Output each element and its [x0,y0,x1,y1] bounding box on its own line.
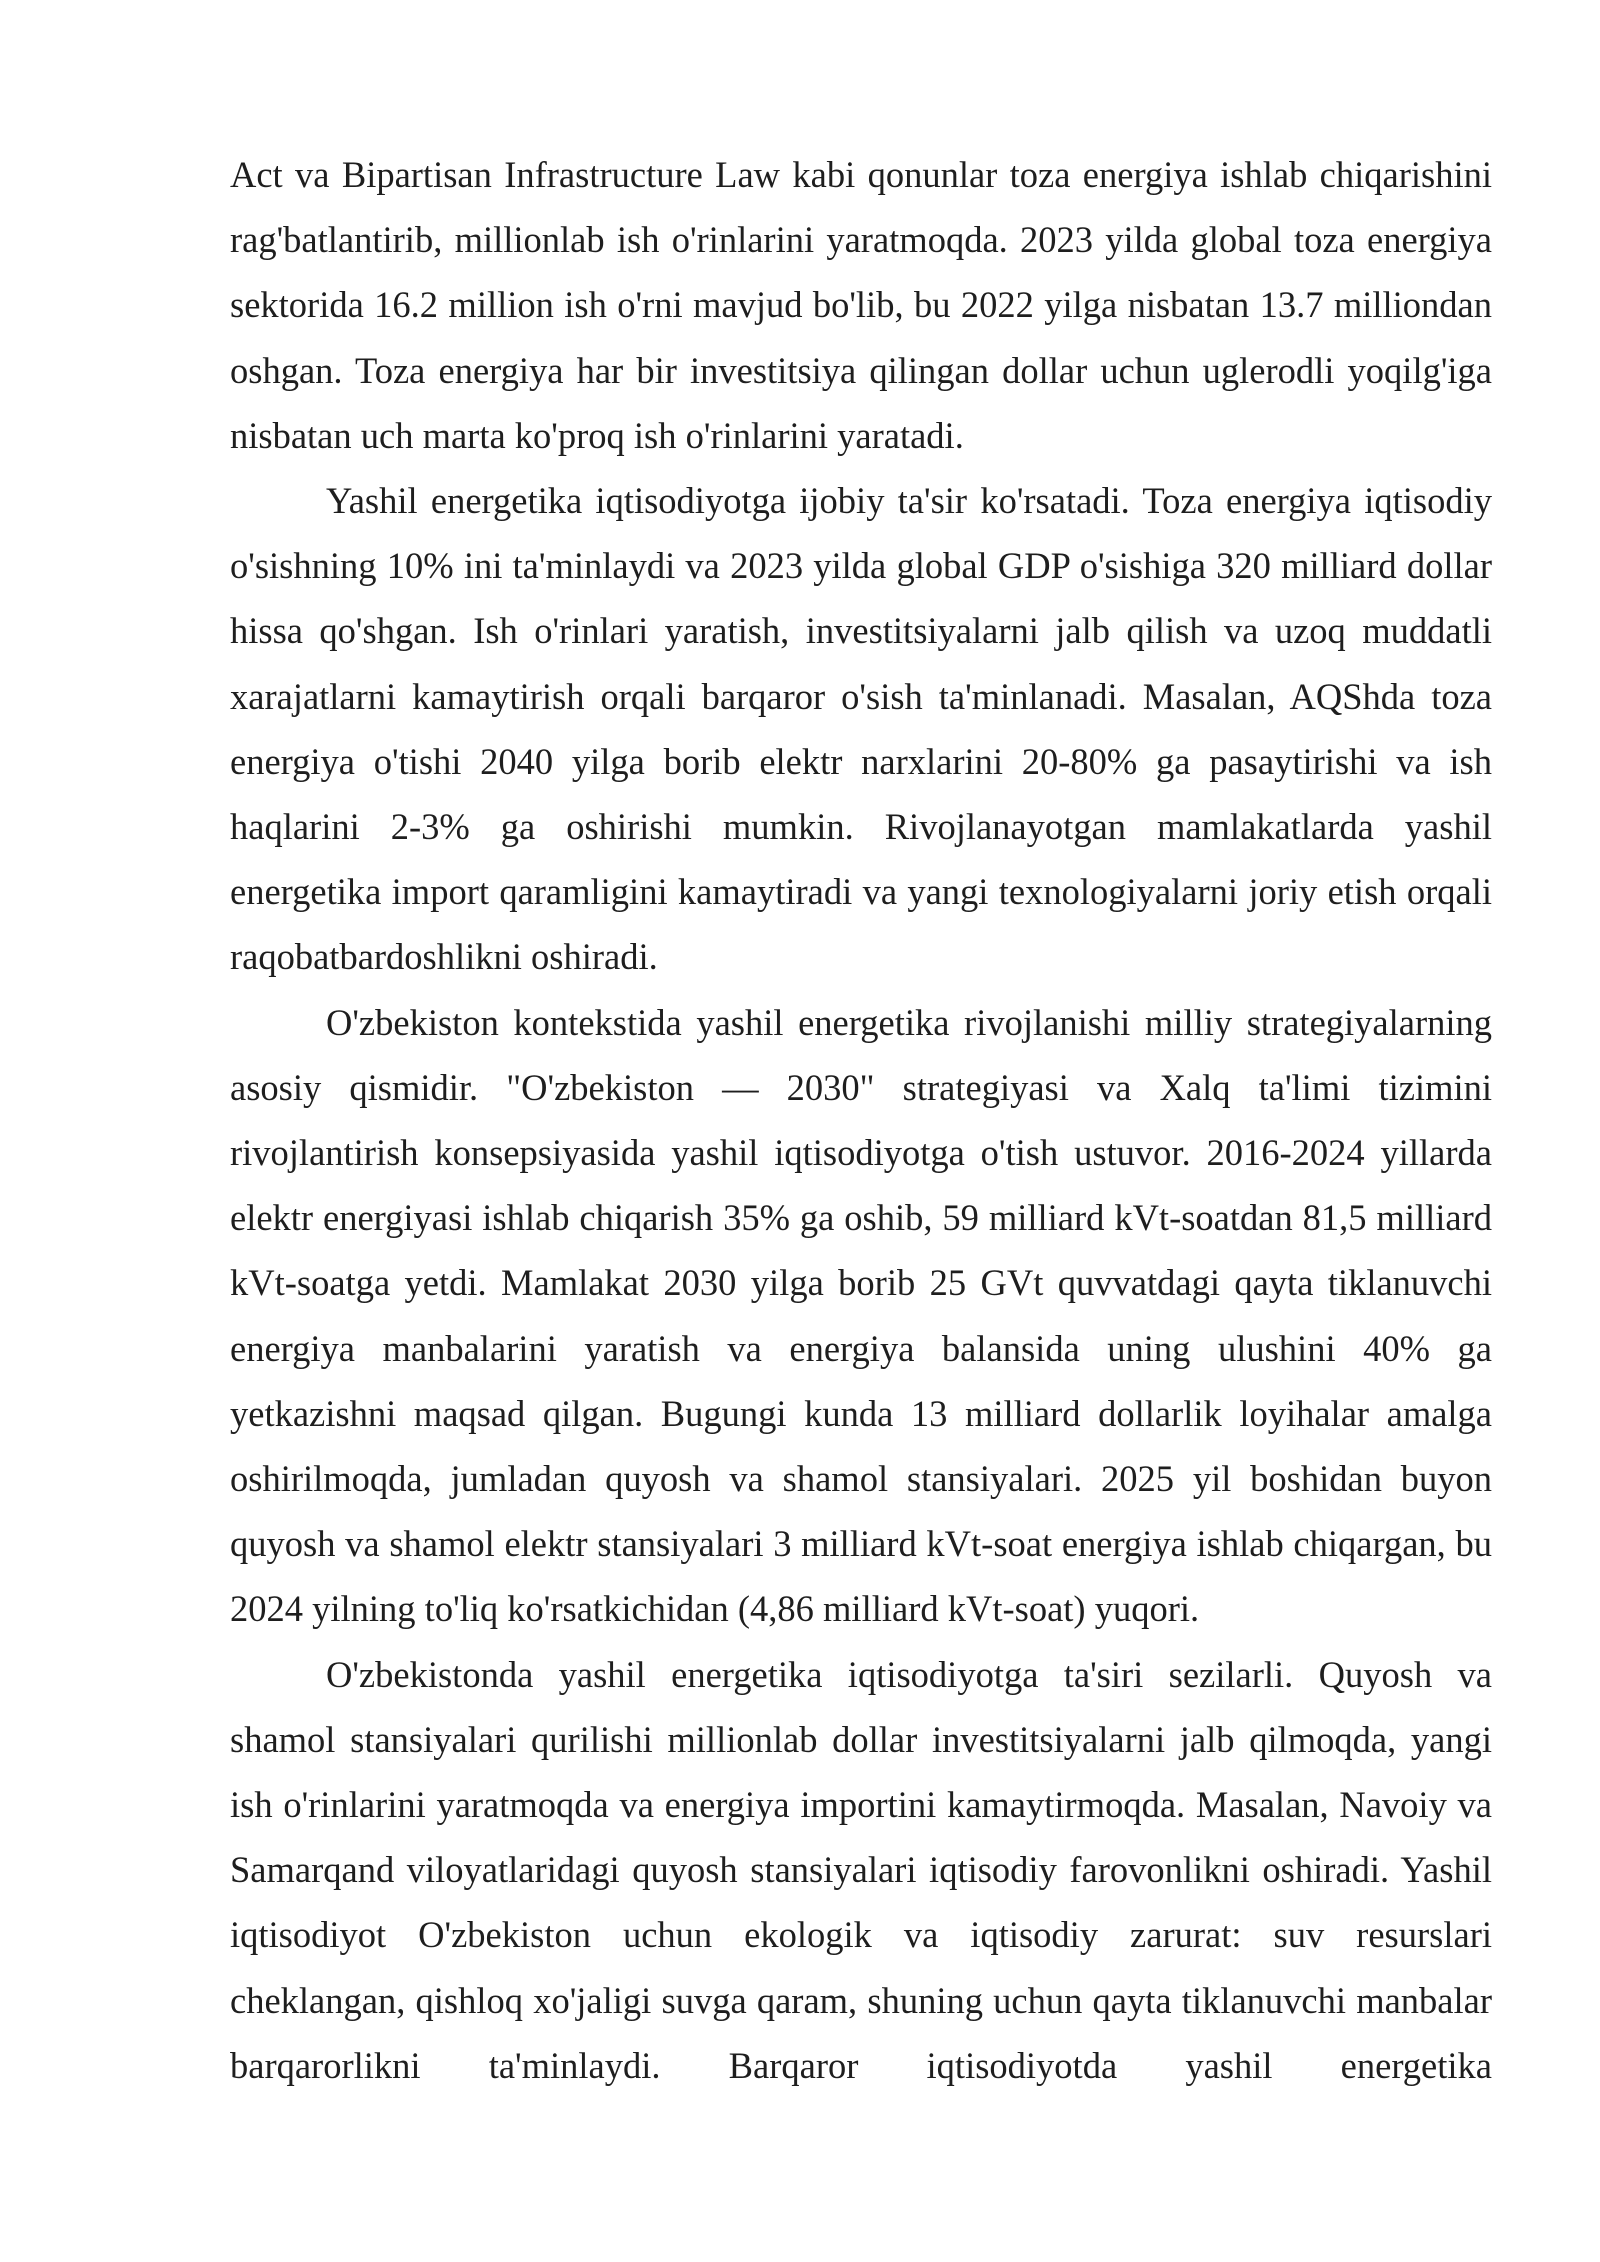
paragraph-uzbekistan-impact: O'zbekistonda yashil energetika iqtisodiyotga ta'siri sezilarli. Quyosh va shamol stansiyalari qurilishi millionlab dollar investitsiyalarni jalb qilmoqda, yangi ish o'rinlarini yaratmoqda va energiya importini kamaytirmoqda. Masalan, Navoiy va Samarqand viloyatlaridagi quyosh stansiyalari iqtisodiy farovonlikni oshiradi. Yashil iqtisodiyot O'zbekiston uchun ekologik va iqtisodiy zarurat: suv resurslari cheklangan, qishloq xo'jaligi suvga qaram, shuning uchun qayta tiklanuvchi manbalar barqarorlikni ta'minlaydi. Barqaror iqtisodiyotda yashil energetika [230,1653,1492,2086]
paragraph-uzbekistan-context: O'zbekiston kontekstida yashil energetika rivojlanishi milliy strategiyalarning asosiy qismidir. "O'zbekiston — 2030" strategiyasi va Xalq ta'limi tizimini rivojlantirish konsepsiyasida yashil iqtisodiyotga o'tish ustuvor. 2016-2024 yillarda elektr energiyasi ishlab chiqarish 35% ga oshib, 59 milliard kVt-soatdan 81,5 milliard kVt-soatga yetdi. Mamlakat 2030 yilga borib 25 GVt quvvatdagi qayta tiklanuvchi energiya manbalarini yaratish va energiya balansida uning ulushini 40% ga yetkazishni maqsad qilgan. Bugungi kunda 13 milliard dollarlik loyihalar amalga oshirilmoqda, jumladan quyosh va shamol stansiyalari. 2025 yil boshidan buyon quyosh va shamol elektr stansiyalari 3 milliard kVt-soat energiya ishlab chiqargan, bu 2024 yilning to'liq ko'rsatkichidan (4,86 milliard kVt-soat) yuqori. [230,1001,1492,1630]
paragraph-economic-impact: Yashil energetika iqtisodiyotga ijobiy ta'sir ko'rsatadi. Toza energiya iqtisodiy o'sishning 10% ini ta'minlaydi va 2023 yilda global GDP o'sishiga 320 milliard dollar hissa qo'shgan. Ish o'rinlari yaratish, investitsiyalarni jalb qilish va uzoq muddatli xarajatlarni kamaytirish orqali barqaror o'sish ta'minlanadi. Masalan, AQShda toza energiya o'tishi 2040 yilga borib elektr narxlarini 20-80% ga pasaytirishi va ish haqlarini 2-3% ga oshirishi mumkin. Rivojlanayotgan mamlakatlarda yashil energetika import qaramligini kamaytiradi va yangi texnologiyalarni joriy etish orqali raqobatbardoshlikni oshiradi. [230,480,1492,978]
paragraph-continuation: Act va Bipartisan Infrastructure Law kabi qonunlar toza energiya ishlab chiqarishini rag'batlantirib, millionlab ish o'rinlarini yaratmoqda. 2023 yilda global toza energiya sektorida 16.2 million ish o'rni mavjud bo'lib, bu 2022 yilga nisbatan 13.7 milliondan oshgan. Toza energiya har bir investitsiya qilingan dollar uchun uglerodli yoqilg'iga nisbatan uch marta ko'proq ish o'rinlarini yaratadi. [230,154,1492,456]
document-body [230,142,1492,2098]
